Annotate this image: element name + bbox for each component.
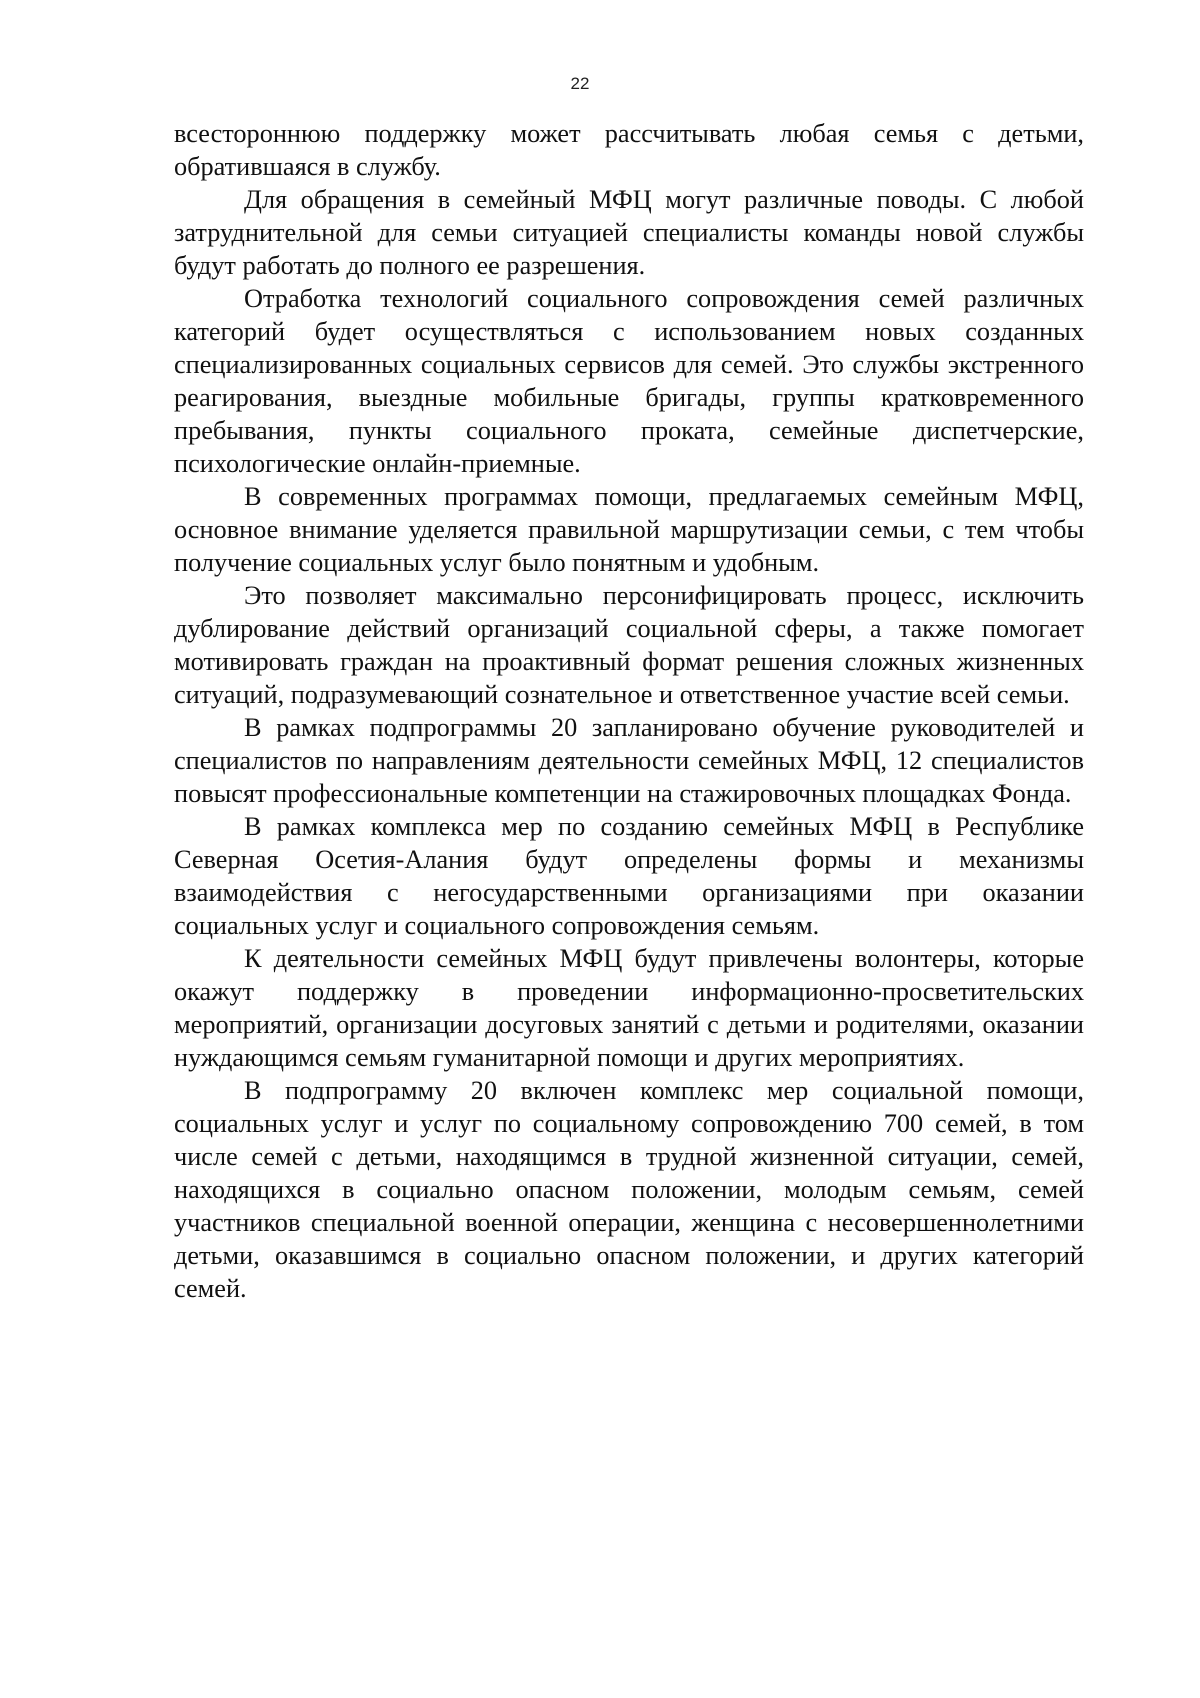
paragraph-technologies: Отработка технологий социального сопровождения семей различных категорий будет осуществляться с использованием новых созданных специализированных социальных сервисов для семей. Это службы экстренного реагирования, выездные мобильные бригады, группы кратковременного пребывания, пункты социального проката, семейные диспетчерские, психологические онлайн-приемные. (174, 284, 1084, 478)
paragraph-reasons: Для обращения в семейный МФЦ могут различные поводы. С любой затруднительной для семьи ситуацией специалисты команды новой службы будут работать до полного ее разрешения. (174, 185, 1084, 280)
paragraph-training: В рамках подпрограммы 20 запланировано обучение руководителей и специалистов по направлениям деятельности семейных МФЦ, 12 специалистов повысят профессиональные компетенции на стажировочных площадках Фонда. (174, 713, 1084, 808)
paragraph-volunteers: К деятельности семейных МФЦ будут привлечены волонтеры, которые окажут поддержку в проведении информационно-просветительских мероприятий, организации досуговых занятий с детьми и родителями, оказании нуждающимся семьям гуманитарной помощи и других мероприятиях. (174, 944, 1084, 1072)
page-number: 22 (570, 74, 590, 93)
paragraph-routing: В современных программах помощи, предлагаемых семейным МФЦ, основное внимание уделяется правильной маршрутизации семьи, с тем чтобы получение социальных услуг было понятным и удобным. (174, 482, 1084, 577)
paragraph-interaction: В рамках комплекса мер по созданию семейных МФЦ в Республике Северная Осетия-Алания будут определены формы и механизмы взаимодействия с негосударственными организациями при оказании социальных услуг и социального сопровождения семьям. (174, 812, 1084, 940)
paragraph-personification: Это позволяет максимально персонифицировать процесс, исключить дублирование действий организаций социальной сферы, а также помогает мотивировать граждан на проактивный формат решения сложных жизненных ситуаций, подразумевающий сознательное и ответственное участие всей семьи. (174, 581, 1084, 709)
paragraph-subprogram: В подпрограмму 20 включен комплекс мер социальной помощи, социальных услуг и услуг по социальному сопровождению 700 семей, в том числе семей с детьми, находящимся в трудной жизненной ситуации, семей, находящихся в социально опасном положении, молодым семьям, семей участников специальной военной операции, женщина с несовершеннолетними детьми, оказавшимся в социально опасном положении, и других категорий семей. (174, 1076, 1084, 1303)
paragraph-continuation: всестороннюю поддержку может рассчитывать любая семья с детьми, обратившаяся в службу. (174, 119, 1084, 181)
document-body (174, 117, 1084, 1305)
